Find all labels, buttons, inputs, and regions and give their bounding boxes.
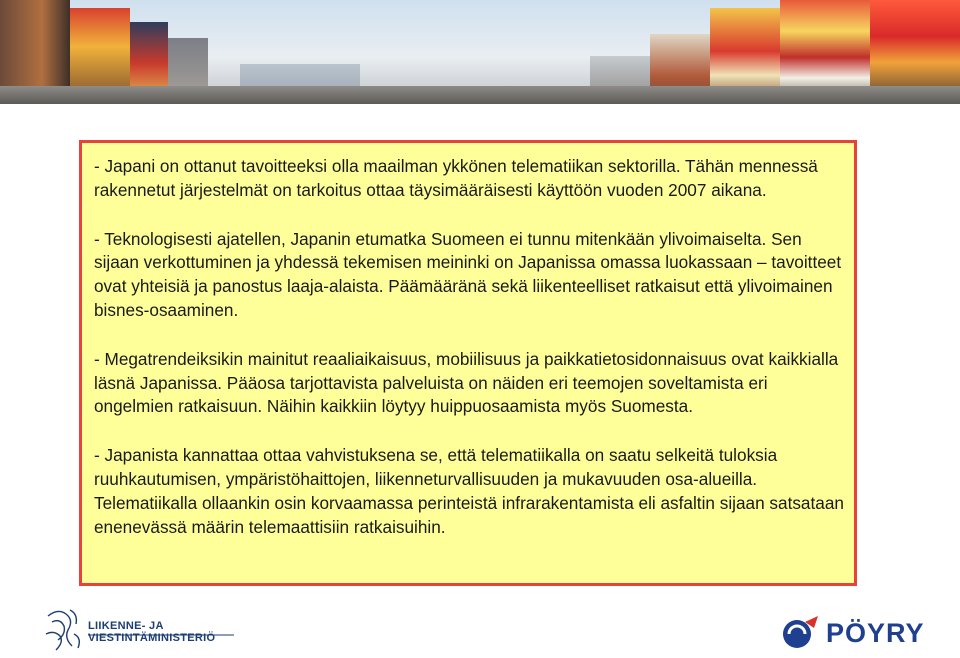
city-street-photo [0,0,960,104]
paragraph-2: - Teknologisesti ajatellen, Japanin etumatka Suomeen ei tunnu mitenkään ylivoimaiselta. Sen sijaan verkottuminen ja yhdessä tekemisen meininki on Japanissa omassa luokassaan – tavoitteet ovat yhteisiä ja panostus laaja-alaista. Päämääränä sekä liikenteelliset ratkaisut että ylivoimainen bisnes-osaaminen. [94,228,842,320]
ministry-name [88,620,215,644]
paragraph-1: - Japani on ottanut tavoitteeksi olla maailman ykkönen telematiikan sektorilla. Tähän mennessä rakennetut järjestelmät on tarkoitus ottaa täysimääräisesti käyttöön vuoden 2007 aikana. [94,156,818,200]
poyry-emblem-icon [778,614,822,652]
poyry-wordmark: PÖYRY [826,618,925,648]
ministry-name-line2: VIESTINTÄMINISTERIÖ [88,632,216,644]
paragraph-3: - Megatrendeiksikin mainitut reaaliaikaisuus, mobiilisuus ja paikkatietosidonnaisuus ovat kaikkialla läsnä Japanissa. Pääosa tarjottavista palveluista on näiden eri teemojen soveltamista eri ongelmien ratkaisuun. Näihin kaikkiin löytyy huippuosaamista myös Suomesta. [94,348,839,417]
content-box [79,140,857,586]
ministry-name-line1: LIIKENNE- JA [88,620,164,632]
paragraph-4: - Japanista kannattaa ottaa vahvistuksena se, että telematiikalla on saatu selkeitä tuloksia ruuhkautumisen, ympäristöhaittojen, liikenneturvallisuuden ja mukavuuden osa-alueilla. Telematiikalla ollaankin osin korvaamassa perinteistä infrarakentamista eli asfaltin sijaan satsataan enenevässä määrin telemaattisiin ratkaisuihin. [94,445,844,537]
